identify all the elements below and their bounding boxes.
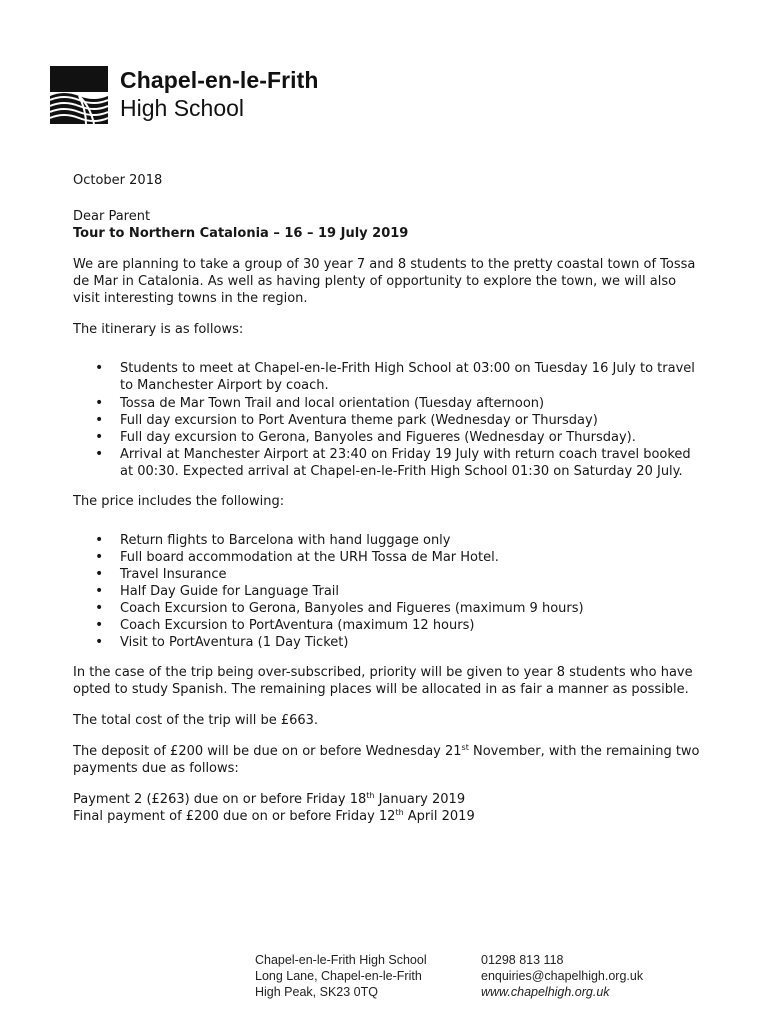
payment-2-ordinal: th: [366, 791, 375, 800]
school-name-line2: High School: [120, 95, 245, 121]
priority-paragraph: In the case of the trip being over-subscribed, priority will be given to year 8 students who have opted to study Spanish. The remaining places will be allocated in as fair a manner as possible.: [73, 665, 693, 697]
deposit-text: The deposit of £200 will be due on or before Wednesday 21: [73, 744, 462, 759]
intro-paragraph: We are planning to take a group of 30 year 7 and 8 students to the pretty coastal town of Tossa de Mar in Catalonia. As well as having plenty of opportunity to explore the town, we will also visit interesting towns in the region.: [73, 257, 696, 306]
list-item: • Tossa de Mar Town Trail and local orientation (Tuesday afternoon): [73, 395, 703, 412]
itinerary-list: [73, 360, 703, 480]
payment-final: [73, 808, 703, 825]
letter-subject: Tour to Northern Catalonia – 16 – 19 July 2019: [73, 226, 409, 241]
list-item: • Travel Insurance: [73, 566, 703, 583]
deposit-ordinal: st: [461, 743, 469, 752]
phone-number: 01298 813 118: [481, 953, 564, 967]
school-name: [120, 66, 520, 122]
email-address[interactable]: enquiries@chapelhigh.org.uk: [481, 969, 644, 983]
website-link[interactable]: www.chapelhigh.org.uk: [481, 985, 610, 999]
list-item: • Arrival at Manchester Airport at 23:40 on Friday 19 July with return coach travel booked at 00:30. Expected arrival at Chapel-en-le-Frith High School 01:30 on Saturday 20 July.: [73, 446, 703, 480]
list-item: • Coach Excursion to PortAventura (maximum 12 hours): [73, 617, 703, 634]
letter-date: October 2018: [73, 173, 163, 188]
list-item: • Students to meet at Chapel-en-le-Frith High School at 03:00 on Tuesday 16 July to travel to Manchester Airport by coach.: [73, 360, 703, 394]
list-item: • Return flights to Barcelona with hand luggage only: [73, 532, 703, 549]
letter-body: [73, 172, 703, 825]
deposit-paragraph: [73, 743, 703, 777]
payment-final-text: Final payment of £200 due on or before Friday 12: [73, 809, 396, 824]
price-heading: The price includes the following:: [73, 494, 285, 509]
footer-contact: [481, 952, 681, 1000]
total-cost: The total cost of the trip will be £663.: [73, 713, 319, 728]
address-line: Long Lane, Chapel-en-le-Frith: [255, 969, 422, 983]
deposit-text-cont: November, with the remaining two payments due as follows:: [73, 744, 700, 776]
salutation: Dear Parent: [73, 209, 151, 224]
list-item: • Visit to PortAventura (1 Day Ticket): [73, 634, 703, 651]
itinerary-heading: The itinerary is as follows:: [73, 322, 244, 337]
payment-2-text: Payment 2 (£263) due on or before Friday 18: [73, 792, 367, 807]
payment-2-text-cont: January 2019: [374, 792, 466, 807]
list-item: • Half Day Guide for Language Trail: [73, 583, 703, 600]
address-line: High Peak, SK23 0TQ: [255, 985, 378, 999]
price-list: [73, 532, 703, 651]
list-item: • Full day excursion to Gerona, Banyoles and Figueres (Wednesday or Thursday).: [73, 429, 703, 446]
school-name-line1: Chapel-en-le-Frith: [120, 67, 319, 93]
list-item: • Full day excursion to Port Aventura theme park (Wednesday or Thursday): [73, 412, 703, 429]
list-item: • Coach Excursion to Gerona, Banyoles and Figueres (maximum 9 hours): [73, 600, 703, 617]
payment-2: [73, 791, 703, 808]
address-line: Chapel-en-le-Frith High School: [255, 953, 427, 967]
list-item: • Full board accommodation at the URH Tossa de Mar Hotel.: [73, 549, 703, 566]
footer-address: [255, 952, 465, 1000]
payment-final-text-cont: April 2019: [403, 809, 475, 824]
payment-final-ordinal: th: [395, 808, 404, 817]
school-crest-icon: [50, 66, 108, 124]
